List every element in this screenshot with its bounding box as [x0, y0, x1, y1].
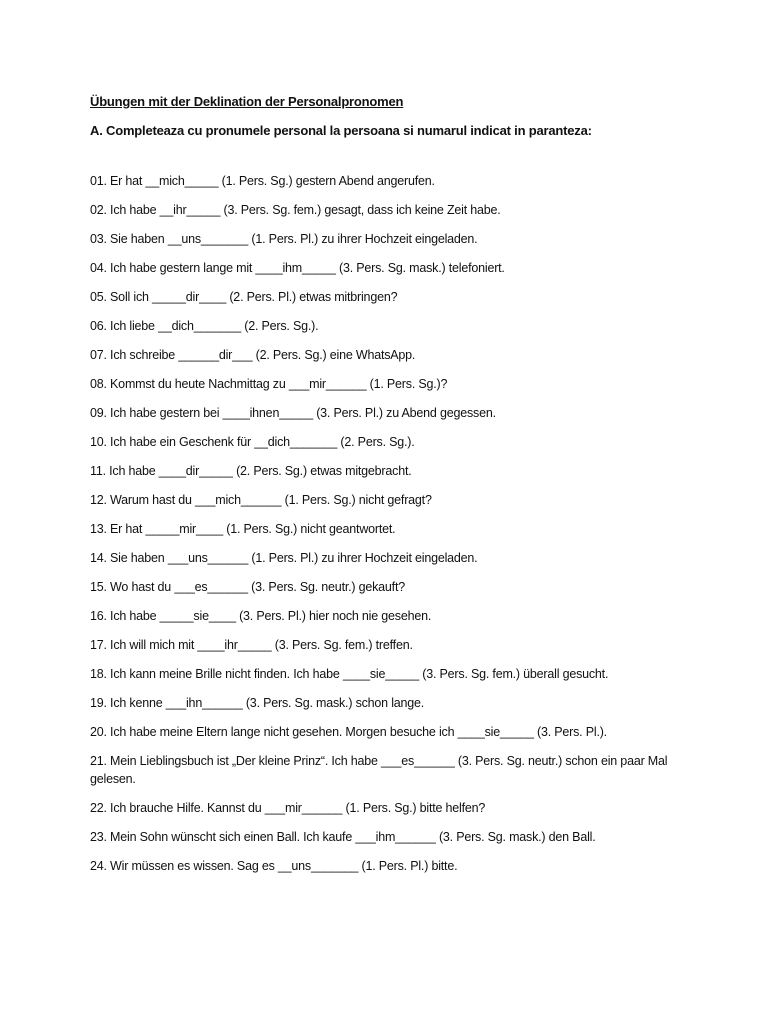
exercise-item-21: 21. Mein Lieblingsbuch ist „Der kleine Prinz“. Ich habe ___es______ (3. Pers. Sg. neutr.) schon ein paar Mal gelesen. [90, 754, 668, 786]
exercise-item-12: 12. Warum hast du ___mich______ (1. Pers. Sg.) nicht gefragt? [90, 493, 432, 507]
exercise-item-02: 02. Ich habe __ihr_____ (3. Pers. Sg. fem.) gesagt, dass ich keine Zeit habe. [90, 203, 501, 217]
exercise-item-01: 01. Er hat __mich_____ (1. Pers. Sg.) gestern Abend angerufen. [90, 174, 435, 188]
exercise-item-04: 04. Ich habe gestern lange mit ____ihm_____ (3. Pers. Sg. mask.) telefoniert. [90, 261, 505, 275]
exercise-list [90, 172, 690, 875]
exercise-item-13: 13. Er hat _____mir____ (1. Pers. Sg.) nicht geantwortet. [90, 522, 396, 536]
exercise-item-09: 09. Ich habe gestern bei ____ihnen_____ (3. Pers. Pl.) zu Abend gegessen. [90, 406, 496, 420]
exercise-item-18: 18. Ich kann meine Brille nicht finden. Ich habe ____sie_____ (3. Pers. Sg. fem.) überall gesucht. [90, 667, 609, 681]
exercise-item-22: 22. Ich brauche Hilfe. Kannst du ___mir______ (1. Pers. Sg.) bitte helfen? [90, 801, 486, 815]
exercise-item-06: 06. Ich liebe __dich_______ (2. Pers. Sg.). [90, 319, 319, 333]
exercise-item-07: 07. Ich schreibe ______dir___ (2. Pers. Sg.) eine WhatsApp. [90, 348, 416, 362]
exercise-item-16: 16. Ich habe _____sie____ (3. Pers. Pl.) hier noch nie gesehen. [90, 609, 432, 623]
exercise-item-14: 14. Sie haben ___uns______ (1. Pers. Pl.) zu ihrer Hochzeit eingeladen. [90, 551, 478, 565]
exercise-item-10: 10. Ich habe ein Geschenk für __dich_______ (2. Pers. Sg.). [90, 435, 415, 449]
exercise-item-19: 19. Ich kenne ___ihn______ (3. Pers. Sg. mask.) schon lange. [90, 696, 425, 710]
exercise-item-05: 05. Soll ich _____dir____ (2. Pers. Pl.) etwas mitbringen? [90, 290, 398, 304]
exercise-item-03: 03. Sie haben __uns_______ (1. Pers. Pl.) zu ihrer Hochzeit eingeladen. [90, 232, 478, 246]
document-content [90, 93, 690, 886]
document-title: Übungen mit der Deklination der Personalpronomen [90, 94, 404, 109]
exercise-item-20: 20. Ich habe meine Eltern lange nicht gesehen. Morgen besuche ich ____sie_____ (3. Pers. Pl.). [90, 725, 607, 739]
exercise-item-11: 11. Ich habe ____dir_____ (2. Pers. Sg.) etwas mitgebracht. [90, 464, 412, 478]
exercise-instruction: A. Completeaza cu pronumele personal la persoana si numarul indicat in paranteza: [90, 123, 592, 138]
exercise-item-15: 15. Wo hast du ___es______ (3. Pers. Sg. neutr.) gekauft? [90, 580, 405, 594]
exercise-item-08: 08. Kommst du heute Nachmittag zu ___mir______ (1. Pers. Sg.)? [90, 377, 448, 391]
exercise-item-17: 17. Ich will mich mit ____ihr_____ (3. Pers. Sg. fem.) treffen. [90, 638, 413, 652]
exercise-item-24: 24. Wir müssen es wissen. Sag es __uns_______ (1. Pers. Pl.) bitte. [90, 859, 458, 873]
exercise-item-23: 23. Mein Sohn wünscht sich einen Ball. Ich kaufe ___ihm______ (3. Pers. Sg. mask.) den Ball. [90, 830, 596, 844]
